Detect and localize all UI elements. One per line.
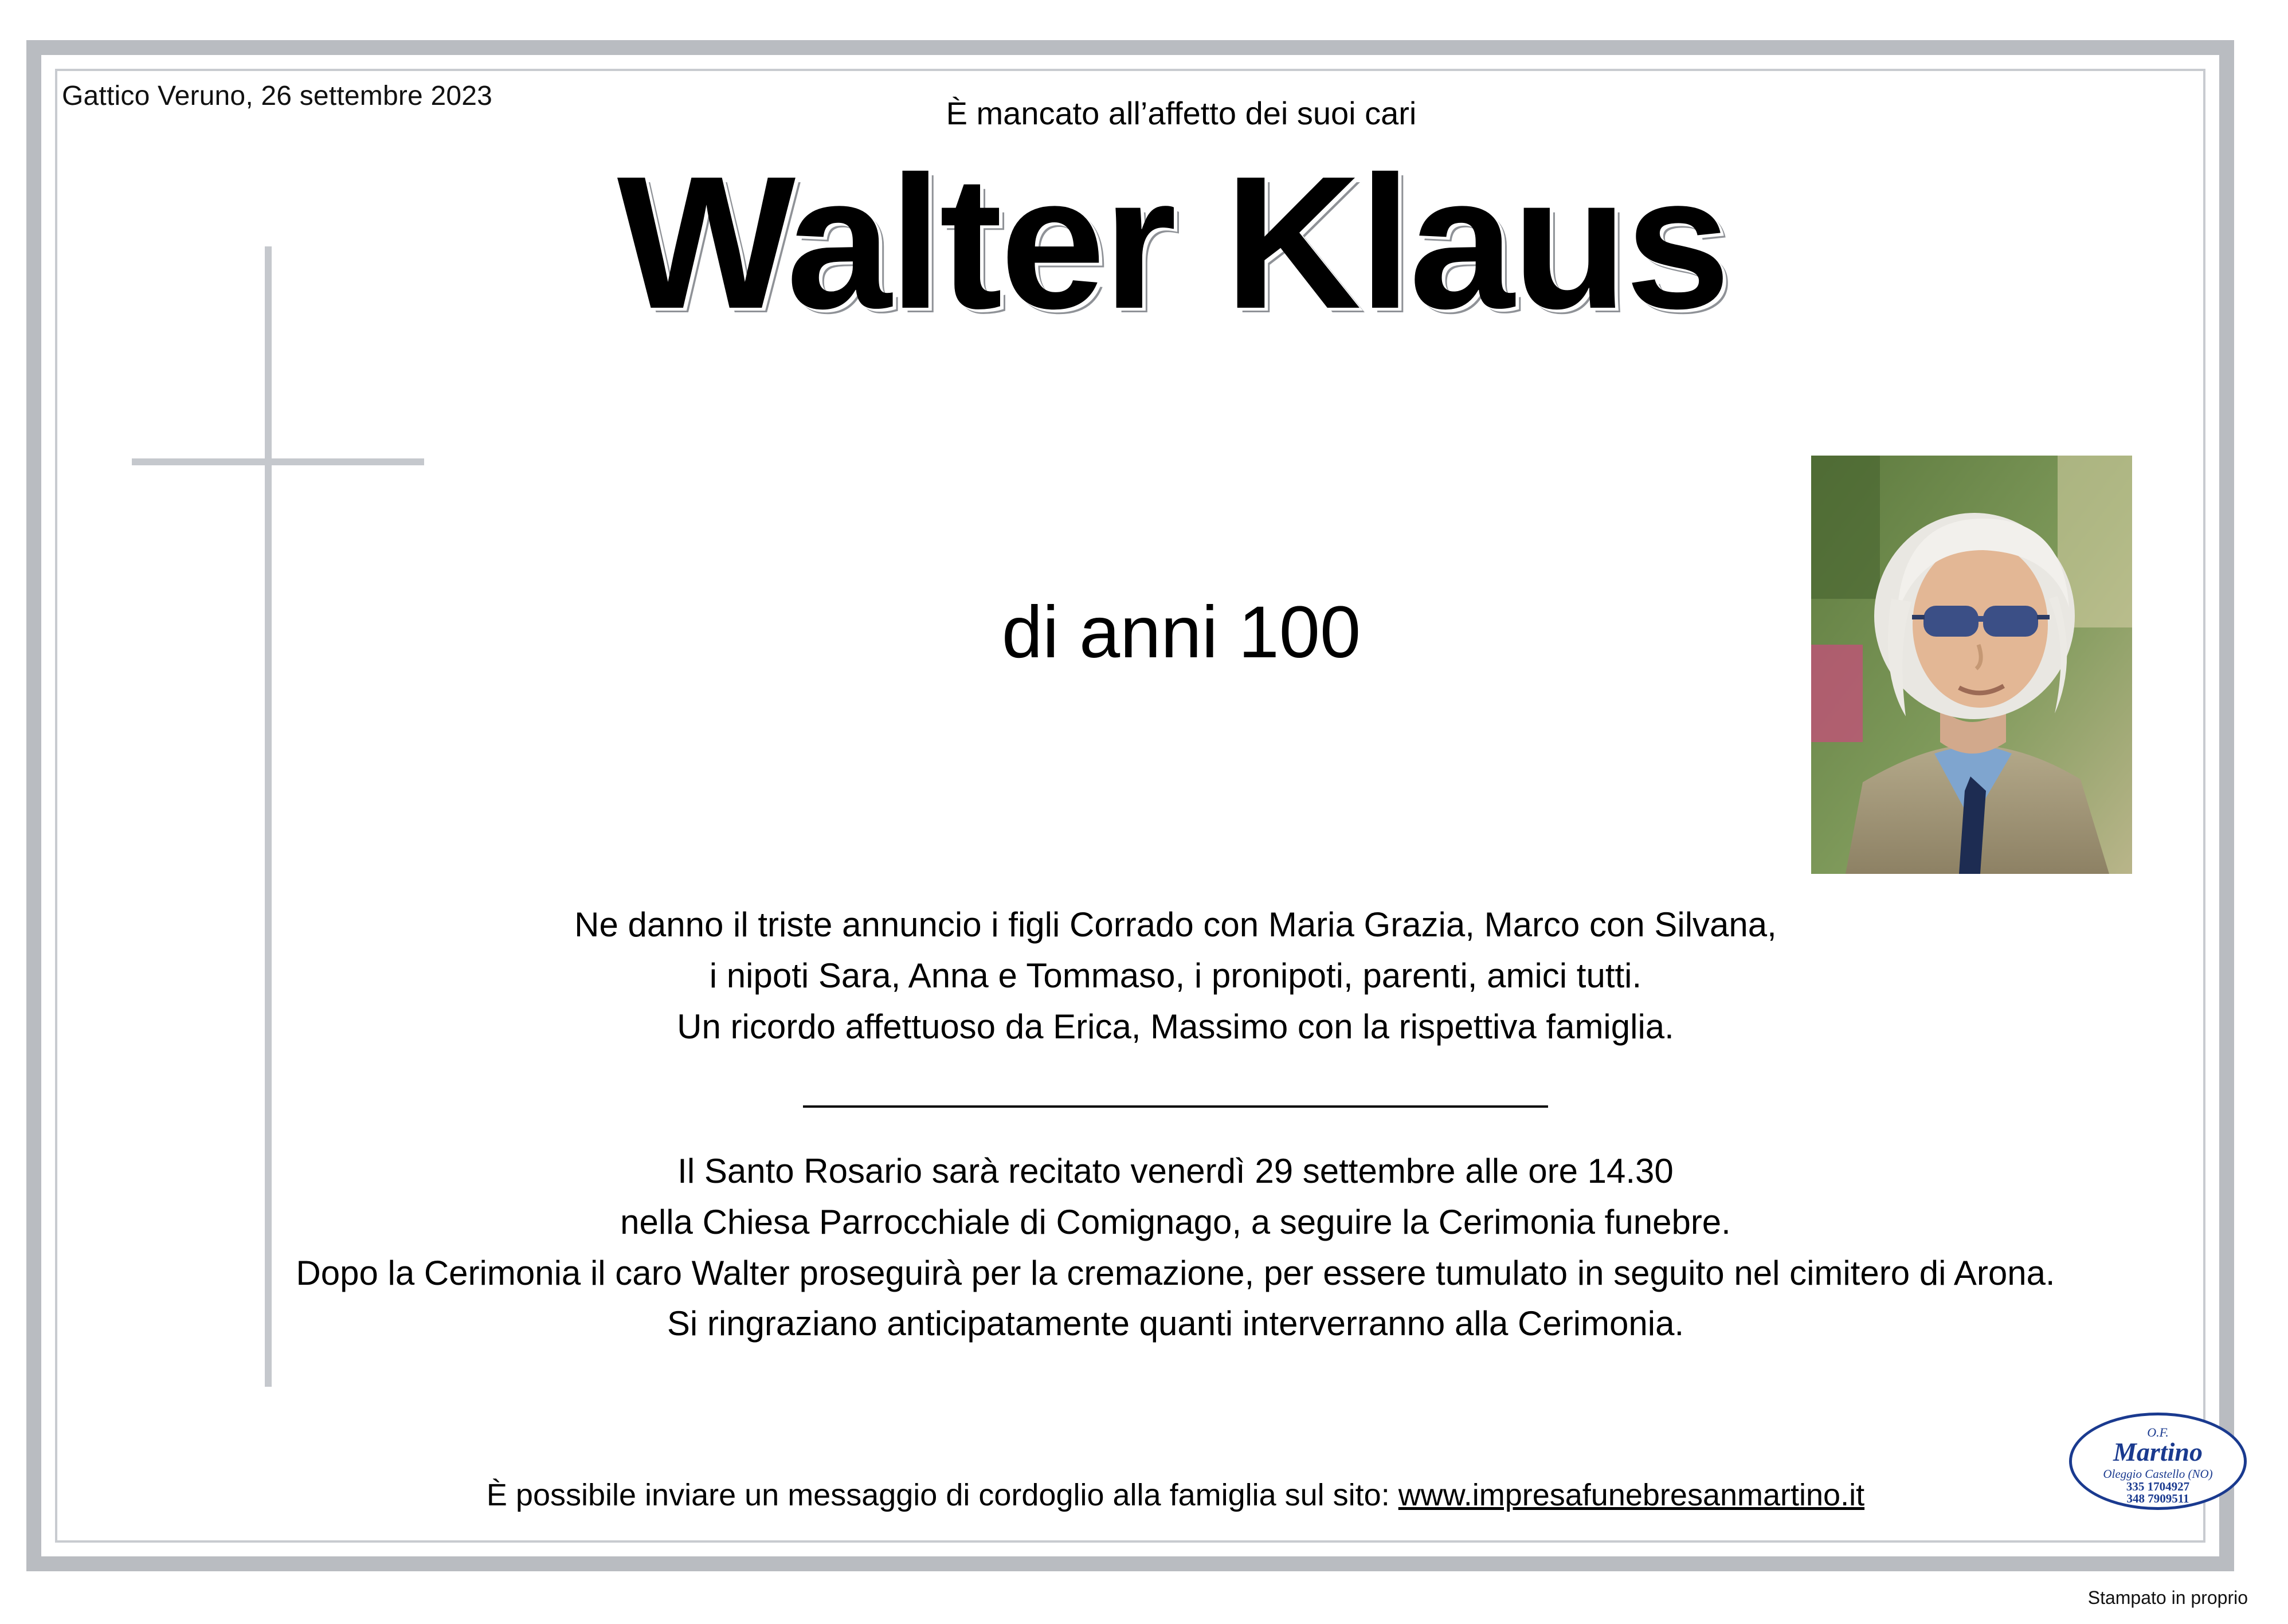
- funeral-home-logo: [2069, 1413, 2247, 1510]
- ceremony-line-2: nella Chiesa Parrocchiale di Comignago, a seguire la Cerimonia funebre.: [620, 1202, 1731, 1241]
- intro-line-text: È mancato all’affetto dei suoi cari: [946, 95, 1417, 131]
- portrait-photo: [1811, 456, 2132, 874]
- portrait-image: [1811, 456, 2132, 874]
- condolence-site-line: [0, 1473, 2288, 1519]
- logo-city-label: Oleggio Castello (NO): [2103, 1467, 2213, 1481]
- intro-line: [0, 95, 2288, 132]
- place-and-date: Gattico Veruno, 26 settembre 2023: [62, 81, 493, 111]
- ceremony-line-3: Dopo la Cerimonia il caro Walter proseguirà per la cremazione, per essere tumulato in seguito nel cimitero di Arona.: [296, 1253, 2055, 1292]
- logo-name-label: Martino: [2113, 1437, 2203, 1466]
- ceremony-details: [0, 1146, 2288, 1350]
- family-line-2: i nipoti Sara, Anna e Tommaso, i pronipoti, parenti, amici tutti.: [709, 956, 1642, 995]
- ceremony-line-1: Il Santo Rosario sarà recitato venerdì 29 settembre alle ore 14.30: [677, 1152, 1674, 1190]
- logo-of-label: O.F.: [2147, 1425, 2169, 1439]
- deceased-name: [0, 136, 2288, 348]
- family-line-3: Un ricordo affettuoso da Erica, Massimo con la rispettiva famiglia.: [677, 1007, 1674, 1046]
- deceased-age-text: di anni 100: [1001, 591, 1361, 673]
- logo-phone-2: 348 7909511: [2126, 1492, 2189, 1505]
- deceased-name-text: Walter Klaus: [617, 136, 1729, 348]
- print-footer: Stampato in proprio: [2087, 1587, 2248, 1608]
- condolence-site-text: È possibile inviare un messaggio di cordoglio alla famiglia sul sito:: [486, 1478, 1398, 1512]
- family-line-1: Ne danno il triste annuncio i figli Corrado con Maria Grazia, Marco con Silvana,: [574, 905, 1777, 944]
- family-announcement: [0, 900, 2288, 1052]
- section-divider: [0, 1100, 2288, 1111]
- condolence-site-link[interactable]: www.impresafunebresanmartino.it: [1398, 1478, 1865, 1512]
- logo-text-group: [2069, 1413, 2247, 1510]
- logo-phone-1: 335 1704927: [2126, 1480, 2190, 1493]
- ceremony-line-4: Si ringraziano anticipatamente quanti interverranno alla Cerimonia.: [667, 1304, 1684, 1343]
